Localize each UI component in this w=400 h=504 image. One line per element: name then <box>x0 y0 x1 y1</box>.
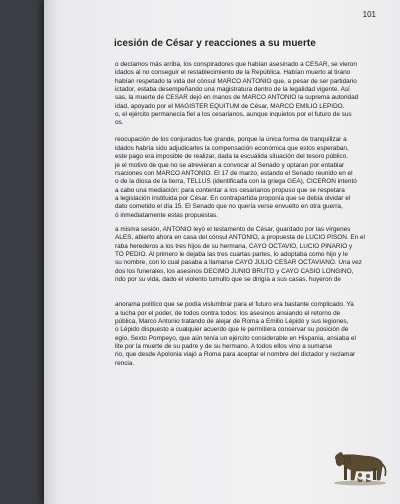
text-line: este pago era imposible de realizar, dada la escuálida situación del tesoro público. <box>115 153 349 160</box>
text-line: habían respetado la vida del cónsul MARCO ANTONIO que, a pesar de ser partidario <box>115 78 357 85</box>
text-line: idad, apoyado por el MAGISTER EQUITUM de César, MARCO EMILIO LEPIDO. <box>115 103 345 110</box>
page-number: 101 <box>362 10 376 19</box>
capitoline-wolf-illustration <box>330 446 388 486</box>
text-line: rsaciones con MARCO ANTONIO. El 17 de marzo, estando el Senado reunido en el <box>115 170 353 177</box>
book-page <box>44 0 400 504</box>
text-line: TO PEDIO. Al primero le dejaba las tres cuartas partes, lo adoptaba como hijo y le <box>115 251 348 258</box>
text-line: a cabo una mediación: para contentar a los cesarianos propuso que se respetara <box>115 187 345 194</box>
text-line: rio, que desde Apolonia viajó a Roma para aceptar el nombre del dictador y reclamar <box>115 351 356 358</box>
text-line: sas, la muerte de CESAR dejó en manos de MARCO ANTONIO la suprema autoridad <box>115 94 359 101</box>
text-line: ALES, abierto ahora en casa del cónsul ANTONIO, a propuesta de LUCIO PISON. En el <box>115 234 365 241</box>
text-line: ndo por su vida, dado el violento tumulto que se dirigía a sus casas, huyeron de <box>115 276 341 283</box>
text-line: je el motivo de que no se atrevieran a convocar al Senado y optaran por entablar <box>115 162 345 169</box>
text-line: o decíamos más arriba, los conspiradores que habían asesinado a CESAR, se vieron <box>115 61 357 68</box>
text-line: a misma sesión, ANTONIO leyó el testamento de César, guardado por las vírgenes <box>115 226 351 233</box>
text-line: os. <box>115 119 124 126</box>
text-line: lite por la muerte de su padre y de su hermano. A todos ellos vino a sumarse <box>115 343 333 350</box>
text-line: reocupación de los conjurados fue grande, porque la única forma de tranquilizar a <box>115 136 347 143</box>
text-line: o, el ejército permanecía fiel a los cesarianos, aunque inquietos por el futuro de sus <box>115 111 352 118</box>
text-line: a legislación instituida por César. En contrapartida proponía que se debía olvidar el <box>115 195 351 202</box>
text-line: egio, Sexto Pompeyo, que aún tenía un ejército considerable en Hispania, ansiaba el <box>115 335 356 342</box>
text-line: dos los funerales, los asesinos DECIMO JUNIO BRUTO y CAYO CASIO LONGINO, <box>115 268 354 275</box>
text-line: pública, Marco Antonio tratando de alejar de Roma a Emilio Lépido y sus legiones, <box>115 318 349 325</box>
text-line: o Lépido dispuesto a cualquier acuerdo que le permitiera conservar su posición de <box>115 326 349 333</box>
text-line: su nombre, con lo cual pasaba a llamarse CAYO JULIO CESAR OCTAVIANO. Una vez <box>115 259 362 266</box>
text-line: raba herederos a los tres hijos de su hermana, CAYO OCTAVIO, LUCIO PINARIO y <box>115 243 353 250</box>
text-line: dato cometido el día 15. El Senado que no quería verse envuelto en otra guerra, <box>115 203 343 210</box>
text-line: idados habría sido adjudicarles la compensación económica que estos esperaban, <box>115 145 349 152</box>
text-line: idados al no conseguir el restablecimiento de la República. Habían muerto al tirano <box>115 69 351 76</box>
text-line: ictador, estaba desempeñando una magistratura dentro de la legalidad vigente. Así <box>115 86 350 93</box>
text-line: o de la diosa de la tierra, TELLUS (identificada con la griega GEA), CICERON intentó <box>115 178 357 185</box>
text-line: anorama político que se podía vislumbrar para el futuro era bastante complicado. Ya <box>115 301 354 308</box>
text-line: rencia. <box>115 360 135 367</box>
text-line: ó inmediatamente estas propuestas. <box>115 212 219 219</box>
section-heading: icesión de César y reacciones a su muerte <box>114 38 316 49</box>
text-line: a lucha por el poder, de todos contra todos: los asesinos ansiando el retorno de <box>115 310 341 317</box>
